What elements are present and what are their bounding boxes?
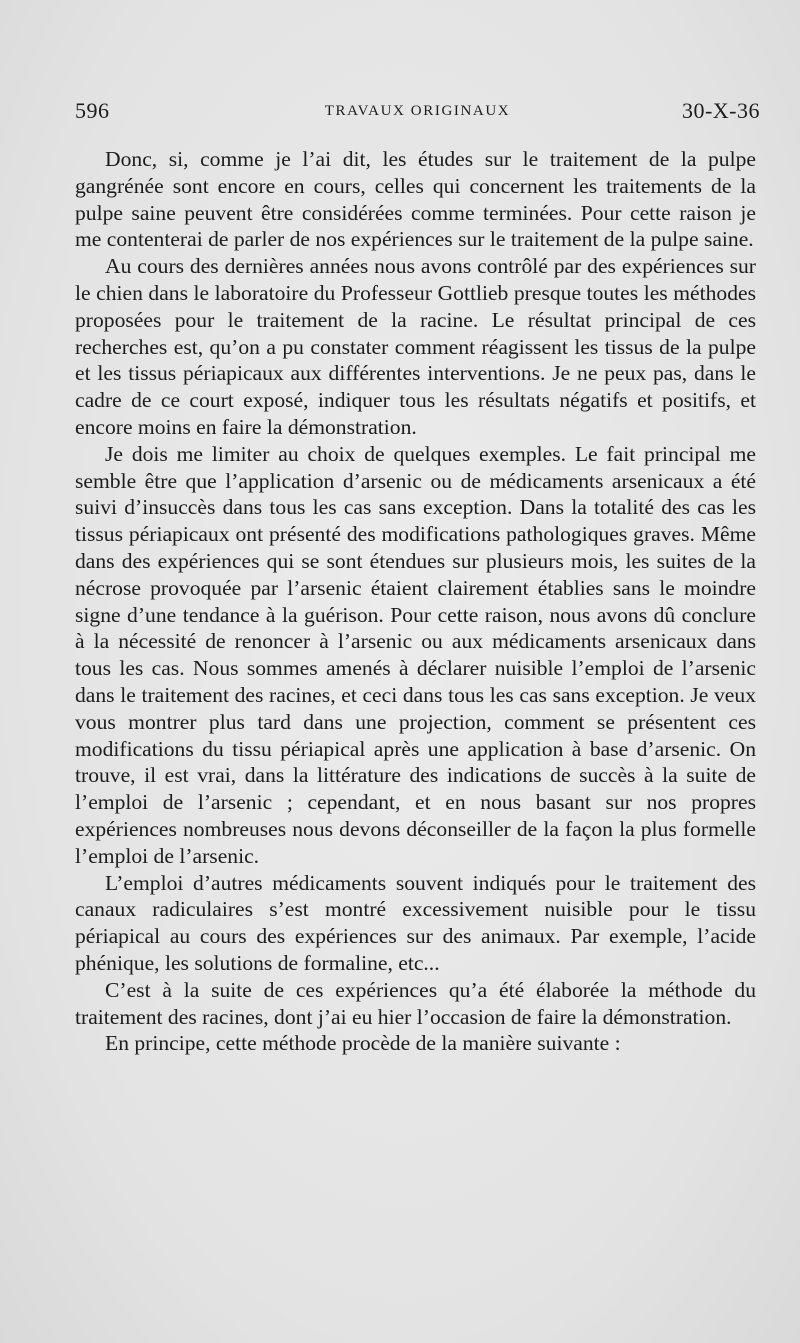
paragraph: Je dois me limiter au choix de quelques exemples. Le fait principal me semble être que l’application d’arsenic ou de médicaments arsenicaux a été suivi d’insuccès dans tous les cas sans exception. Dans la totalité des cas les tissus périapicaux ont présenté des modifications pathologiques graves. Même dans des expériences qui se sont étendues sur plusieurs mois, les suites de la nécrose provoquée par l’arsenic étaient clairement établies sans le moindre signe d’une tendance à la guérison. Pour cette raison, nous avons dû conclure à la nécessité de renoncer à l’arsenic ou aux médicaments arsenicaux dans tous les cas. Nous sommes amenés à déclarer nuisible l’emploi de l’arsenic dans le traitement des racines, et ceci dans tous les cas sans exception. Je veux vous montrer plus tard dans une projection, comment se présentent ces modifications du tissu périapical après une application à base d’arsenic. On trouve, il est vrai, dans la littérature des indications de succès à la suite de l’emploi de l’arsenic ; cependant, et en nous basant sur nos propres expériences nombreuses nous devons déconseiller de la façon la plus formelle l’emploi de l’arsenic. xyxy=(75,441,756,868)
paragraph: Au cours des dernières années nous avons contrôlé par des expériences sur le chien dans le laboratoire du Professeur Gottlieb presque toutes les méthodes proposées pour le traitement de la racine. Le résultat principal de ces recherches est, qu’on a pu constater comment réagissent les tissus de la pulpe et les tissus périapicaux aux différentes interventions. Je ne peux pas, dans le cadre de ce court exposé, indiquer tous les résultats négatifs et positifs, et encore moins en faire la démonstration. xyxy=(75,254,756,439)
issue-date: 30-X-36 xyxy=(681,98,760,123)
paragraph: Donc, si, comme je l’ai dit, les études sur le traitement de la pulpe gangrénée sont encore en cours, celles qui concernent les traitements de la pulpe saine peuvent être considérées comme terminées. Pour cette raison je me contenterai de parler de nos expériences sur le traitement de la pulpe saine. xyxy=(75,147,756,252)
page-header xyxy=(75,98,760,132)
running-title: TRAVAUX ORIGINAUX xyxy=(324,103,511,119)
page-number: 596 xyxy=(75,98,110,123)
paragraph: C’est à la suite de ces expériences qu’a été élaborée la méthode du traitement des racines, dont j’ai eu hier l’occasion de faire la démonstration. xyxy=(75,977,756,1029)
paragraph: L’emploi d’autres médicaments souvent indiqués pour le traitement des canaux radiculaires s’est montré excessivement nuisible pour le tissu périapical au cours des expériences sur des animaux. Par exemple, l’acide phénique, les solutions de formaline, etc... xyxy=(75,870,756,975)
paragraph: En principe, cette méthode procède de la manière suivante : xyxy=(105,1031,621,1056)
body-text xyxy=(75,146,756,1057)
